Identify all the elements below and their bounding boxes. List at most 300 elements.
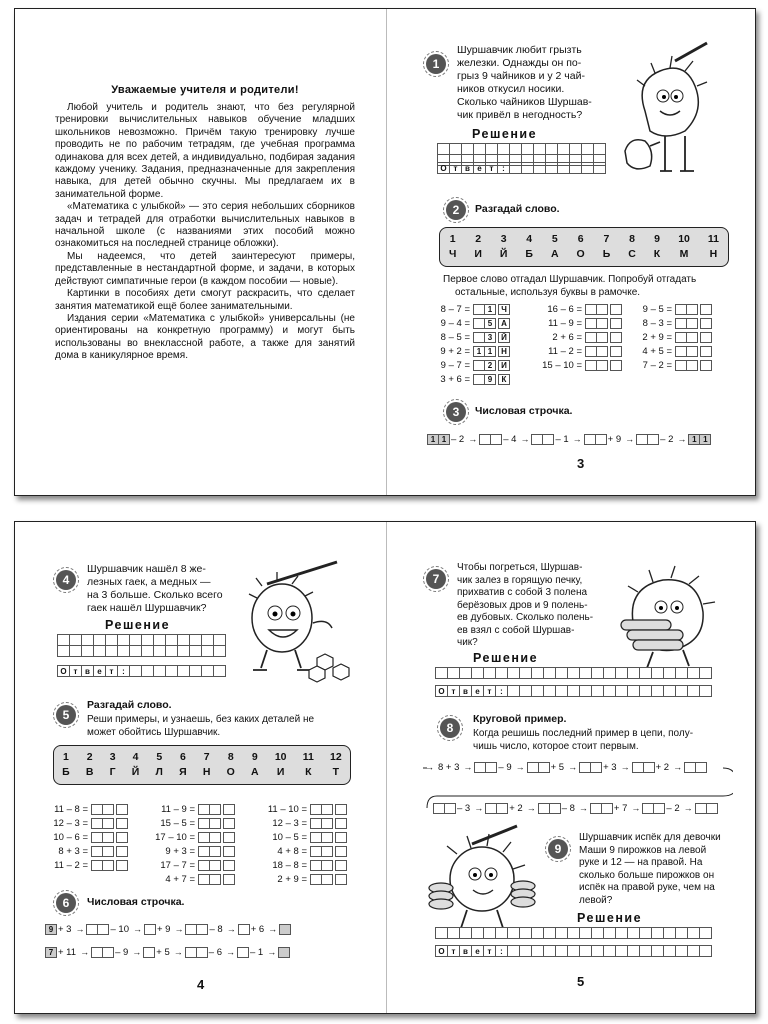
arrow-icon: → bbox=[75, 924, 85, 934]
answer-box[interactable] bbox=[223, 832, 235, 843]
code-letter: Я bbox=[179, 766, 187, 778]
task-2-note: Первое слово отгадал Шуршавчик. Попробуй отгадать остальные, используя буквы в рамочке. bbox=[443, 274, 697, 298]
spread-pages-4-5 bbox=[14, 521, 756, 1014]
answer-box[interactable] bbox=[209, 846, 221, 857]
code-pair bbox=[628, 232, 636, 262]
chain-operation: – 10 bbox=[110, 923, 129, 935]
page-5 bbox=[387, 522, 757, 1013]
answer-box[interactable] bbox=[686, 346, 698, 357]
code-letter: О bbox=[576, 248, 585, 260]
example-expression: 9 – 4 = bbox=[440, 318, 470, 329]
answer-box[interactable]: 1 bbox=[473, 346, 485, 357]
intro-paragraph: Издания серии «Математика с улыбкой» универсальны (не ориентированы на конкретную программу) и могут быть использованы во внеклассной работе, а также для занятий дома в каникулярное время. bbox=[55, 312, 355, 362]
answer-box[interactable] bbox=[700, 360, 712, 371]
code-number: 7 bbox=[603, 233, 610, 245]
answer-box[interactable]: А bbox=[498, 318, 510, 329]
circular-chain-row bbox=[423, 760, 706, 774]
answer-cell[interactable] bbox=[699, 945, 712, 957]
answer-row bbox=[57, 665, 225, 677]
example-row bbox=[45, 817, 127, 830]
answer-box[interactable] bbox=[223, 804, 235, 815]
task-7-text: Чтобы погреться, Шуршав- чик залез в горящую печку, прихватив с собой 3 полена берёзовых дров и 9 полень- ев дубовых. Сколько полень- ев взял с собой Шуршав- чик? bbox=[457, 562, 594, 648]
example-row bbox=[537, 303, 621, 316]
example-row bbox=[150, 817, 234, 830]
chain-operation: + 3 bbox=[603, 761, 617, 773]
answer-label-letter: т bbox=[483, 685, 496, 697]
example-row bbox=[45, 845, 127, 858]
chain-operation: – 2 bbox=[660, 433, 674, 445]
answer-box[interactable]: И bbox=[498, 360, 510, 371]
solution-label: Решение bbox=[473, 651, 539, 665]
example-row bbox=[537, 345, 621, 358]
answer-box[interactable] bbox=[209, 804, 221, 815]
answer-box[interactable] bbox=[321, 804, 333, 815]
code-pair bbox=[156, 750, 163, 780]
task-8-title: Круговой пример. bbox=[473, 713, 567, 725]
example-row bbox=[637, 317, 711, 330]
example-expression: 11 – 9 = bbox=[161, 804, 195, 815]
task-9-text: Шуршавчик испёк для девочки Маши 9 пирожков на левой руке и 12 — на правой. На сколько больше пирожков он испёк на правой руке, чем на левой? bbox=[579, 832, 721, 906]
answer-box[interactable] bbox=[102, 860, 114, 871]
solution-label: Решение bbox=[105, 618, 171, 632]
solution-label: Решение bbox=[577, 911, 643, 925]
code-letter: К bbox=[305, 766, 312, 778]
example-expression: 11 – 2 = bbox=[54, 860, 88, 871]
code-letter: Г bbox=[109, 766, 116, 778]
task-5-title: Разгадай слово. bbox=[87, 699, 172, 711]
answer-label-letter: т bbox=[69, 665, 82, 677]
code-number: 5 bbox=[156, 751, 163, 763]
example-expression: 12 – 3 = bbox=[272, 818, 307, 829]
chain-operation: + 6 bbox=[250, 923, 265, 935]
code-letter: Н bbox=[709, 248, 718, 260]
answer-label-letter: т bbox=[485, 162, 498, 174]
answer-box[interactable]: 5 bbox=[484, 318, 496, 329]
code-number: 3 bbox=[500, 233, 507, 245]
chain-box[interactable] bbox=[695, 762, 707, 773]
task-number-badge: 2 bbox=[443, 197, 469, 223]
chain-operation: – 8 bbox=[561, 802, 575, 814]
answer-box[interactable] bbox=[596, 304, 608, 315]
answer-box[interactable]: К bbox=[498, 374, 510, 385]
answer-box[interactable] bbox=[116, 846, 128, 857]
code-number: 4 bbox=[526, 233, 533, 245]
shurshavchik-with-firewood-illustration bbox=[613, 562, 723, 672]
example-row bbox=[429, 303, 509, 316]
example-row bbox=[637, 359, 711, 372]
answer-box[interactable] bbox=[223, 860, 235, 871]
number-chain bbox=[45, 945, 289, 959]
answer-box[interactable] bbox=[209, 832, 221, 843]
chain-operation: – 9 bbox=[498, 761, 512, 773]
intro-paragraph: Картинки в пособиях дети смогут раскрасить, что сделает занятия математикой ещё более занимательными. bbox=[55, 288, 355, 312]
chain-box[interactable]: 1 bbox=[427, 434, 439, 445]
chain-operation: + 2 bbox=[655, 761, 670, 773]
code-number: 8 bbox=[227, 751, 234, 763]
answer-box[interactable] bbox=[335, 846, 347, 857]
arrow-icon: → bbox=[80, 947, 90, 957]
answer-box[interactable]: 9 bbox=[484, 374, 496, 385]
code-letter: Ч bbox=[448, 248, 457, 260]
example-expression: 8 – 7 = bbox=[440, 304, 470, 315]
answer-box[interactable]: 3 bbox=[484, 332, 496, 343]
code-pair bbox=[251, 750, 259, 780]
chain-operation: + 9 bbox=[607, 433, 622, 445]
code-number: 2 bbox=[475, 233, 482, 245]
code-pair bbox=[577, 232, 585, 262]
answer-box[interactable] bbox=[223, 818, 235, 829]
answer-box[interactable] bbox=[610, 346, 622, 357]
code-letter: А bbox=[251, 766, 259, 778]
solution-label: Решение bbox=[472, 127, 538, 141]
answer-box[interactable] bbox=[223, 874, 235, 885]
shurshavchik-with-nuts-illustration bbox=[237, 558, 357, 683]
intro-paragraph: «Математика с улыбкой» — это серия небольших сборников задач и тетрадей для отработки вычислительных навыков в начальной школе (с названиями этих пособий можно ознакомиться на последней странице обложки). bbox=[55, 201, 355, 250]
code-letter: Б bbox=[62, 766, 70, 778]
example-expression: 12 – 3 = bbox=[53, 818, 88, 829]
chain-operation: – 6 bbox=[208, 946, 222, 958]
example-row bbox=[429, 373, 509, 386]
example-expression: 9 + 3 = bbox=[165, 846, 195, 857]
solution-grid bbox=[435, 927, 711, 938]
code-number: 6 bbox=[179, 751, 186, 763]
example-row bbox=[45, 859, 127, 872]
arrow-icon: → bbox=[225, 947, 235, 957]
answer-box[interactable] bbox=[102, 846, 114, 857]
grid-cell[interactable] bbox=[699, 667, 712, 679]
task-number-badge: 4 bbox=[53, 567, 79, 593]
shurshavchik-with-pies-illustration bbox=[427, 824, 537, 934]
answer-row bbox=[435, 945, 711, 957]
answer-box[interactable] bbox=[321, 818, 333, 829]
chain-operation: + 7 bbox=[613, 802, 628, 814]
answer-box[interactable] bbox=[700, 332, 712, 343]
chain-operation: – 4 bbox=[503, 433, 517, 445]
answer-label-letter: е bbox=[93, 665, 106, 677]
answer-box[interactable] bbox=[610, 360, 622, 371]
code-letter: Ь bbox=[602, 248, 611, 260]
answer-box[interactable] bbox=[686, 318, 698, 329]
answer-box[interactable] bbox=[321, 832, 333, 843]
example-expression: 17 – 7 = bbox=[160, 860, 195, 871]
answer-label-letter: т bbox=[449, 162, 462, 174]
answer-box[interactable] bbox=[596, 332, 608, 343]
examples-column bbox=[637, 303, 711, 372]
answer-label-letter: в bbox=[461, 162, 474, 174]
task-2-title: Разгадай слово. bbox=[475, 203, 560, 215]
answer-box[interactable]: Ч bbox=[498, 304, 510, 315]
answer-label-letter: т bbox=[447, 945, 460, 957]
example-expression: 17 – 10 = bbox=[155, 832, 195, 843]
example-row bbox=[429, 345, 509, 358]
answer-box[interactable]: 2 bbox=[484, 360, 496, 371]
examples-column bbox=[45, 803, 127, 872]
code-pair bbox=[275, 750, 287, 780]
answer-label-letter: : bbox=[117, 665, 130, 677]
example-expression: 2 + 6 = bbox=[552, 332, 582, 343]
arrow-icon: → bbox=[568, 762, 578, 772]
code-pair bbox=[654, 232, 660, 262]
chain-box[interactable] bbox=[278, 947, 290, 958]
example-row bbox=[537, 331, 621, 344]
shurshavchik-with-kettle-illustration bbox=[615, 41, 715, 181]
answer-label-letter: в bbox=[81, 665, 94, 677]
answer-label-letter: в bbox=[459, 945, 472, 957]
code-pair bbox=[551, 232, 559, 262]
answer-box[interactable] bbox=[209, 874, 221, 885]
example-expression: 9 – 7 = bbox=[440, 360, 470, 371]
example-row bbox=[260, 873, 346, 886]
grid-cell[interactable] bbox=[213, 645, 226, 657]
code-number: 5 bbox=[551, 233, 558, 245]
answer-box[interactable] bbox=[102, 804, 114, 815]
answer-box[interactable] bbox=[596, 346, 608, 357]
example-row bbox=[260, 831, 346, 844]
task-number-badge: 3 bbox=[443, 399, 469, 425]
code-letter: Н bbox=[202, 766, 211, 778]
answer-box[interactable] bbox=[209, 860, 221, 871]
arrow-icon: → bbox=[132, 924, 142, 934]
code-pair bbox=[203, 750, 211, 780]
answer-box[interactable] bbox=[116, 818, 128, 829]
answer-box[interactable] bbox=[700, 346, 712, 357]
code-number: 4 bbox=[132, 751, 139, 763]
answer-box[interactable] bbox=[686, 332, 698, 343]
answer-box[interactable] bbox=[335, 860, 347, 871]
answer-box[interactable] bbox=[686, 360, 698, 371]
answer-label-letter: О bbox=[57, 665, 70, 677]
arrow-icon: → bbox=[267, 947, 277, 957]
example-expression: 11 – 10 = bbox=[267, 804, 307, 815]
code-letter: В bbox=[85, 766, 94, 778]
answer-box[interactable] bbox=[223, 846, 235, 857]
arrow-icon: → bbox=[226, 924, 236, 934]
code-pair bbox=[86, 750, 94, 780]
arrow-icon: → bbox=[572, 434, 582, 444]
chain-operation: + 9 bbox=[156, 923, 171, 935]
example-expression: 8 + 3 = bbox=[58, 846, 88, 857]
page-4 bbox=[15, 522, 386, 1013]
chain-operation: – 1 bbox=[249, 946, 264, 958]
example-expression: 10 – 5 = bbox=[272, 832, 307, 843]
answer-box[interactable]: Й bbox=[498, 332, 510, 343]
solution-grid bbox=[57, 634, 225, 656]
answer-box[interactable] bbox=[700, 304, 712, 315]
answer-box[interactable] bbox=[102, 832, 114, 843]
arrow-icon: → bbox=[620, 762, 630, 772]
code-number: 9 bbox=[251, 751, 258, 763]
code-pair bbox=[500, 232, 508, 262]
answer-cell[interactable] bbox=[699, 685, 712, 697]
example-row bbox=[637, 331, 711, 344]
answer-box[interactable] bbox=[596, 318, 608, 329]
chain-box[interactable] bbox=[706, 803, 718, 814]
chain-box[interactable]: 9 bbox=[45, 924, 57, 935]
letter-code-table bbox=[439, 227, 729, 267]
code-number: 7 bbox=[203, 751, 210, 763]
code-number: 8 bbox=[629, 233, 635, 245]
page-number: 5 bbox=[577, 974, 585, 989]
example-row bbox=[260, 845, 346, 858]
arrow-icon: → bbox=[268, 924, 278, 934]
answer-row bbox=[437, 162, 605, 174]
answer-label-letter: в bbox=[459, 685, 472, 697]
answer-cell[interactable] bbox=[213, 665, 226, 677]
code-letter: О bbox=[226, 766, 235, 778]
code-number: 6 bbox=[577, 233, 584, 245]
task-3-title: Числовая строчка. bbox=[475, 405, 573, 417]
answer-box[interactable] bbox=[321, 860, 333, 871]
answer-box[interactable]: 1 bbox=[484, 346, 496, 357]
chain-box[interactable]: 7 bbox=[45, 947, 57, 958]
chain-operation: + 5 bbox=[550, 761, 565, 773]
answer-box[interactable] bbox=[335, 804, 347, 815]
example-expression: 10 – 6 = bbox=[53, 832, 88, 843]
code-letter: Б bbox=[525, 248, 533, 260]
example-expression: 18 – 8 = bbox=[272, 860, 307, 871]
answer-box[interactable] bbox=[335, 874, 347, 885]
code-letter: А bbox=[550, 248, 559, 260]
code-number: 12 bbox=[330, 751, 342, 763]
chain-box[interactable]: 1 bbox=[699, 434, 711, 445]
answer-box[interactable] bbox=[321, 846, 333, 857]
task-6-title: Числовая строчка. bbox=[87, 896, 185, 908]
code-pair bbox=[110, 750, 116, 780]
example-expression: 9 – 5 = bbox=[642, 304, 672, 315]
grid-cell[interactable] bbox=[699, 927, 712, 939]
example-row bbox=[150, 873, 234, 886]
arrow-icon: → bbox=[174, 924, 184, 934]
arrow-icon: → bbox=[625, 434, 635, 444]
task-8-text: Когда решишь последний пример в цепи, полу- чишь число, которое стоит первым. bbox=[473, 728, 694, 752]
answer-label-letter: О bbox=[437, 162, 450, 174]
arrow-icon: → bbox=[526, 803, 536, 813]
answer-box[interactable] bbox=[610, 318, 622, 329]
task-1-text: Шуршавчик любит грызть железки. Однажды он по- грыз 9 чайников и у 2 чай- ников откусил носики. Сколько чайников Шуршав- чик привёл в негодность? bbox=[457, 44, 592, 121]
chain-operation: – 1 bbox=[555, 433, 569, 445]
chain-box[interactable]: 1 bbox=[438, 434, 450, 445]
example-expression: 3 + 6 = bbox=[440, 374, 470, 385]
code-letter: К bbox=[653, 248, 661, 260]
example-row bbox=[150, 859, 234, 872]
arrow-icon: → bbox=[520, 434, 530, 444]
examples-column bbox=[429, 303, 509, 386]
answer-box[interactable] bbox=[116, 832, 128, 843]
code-letter: Й bbox=[499, 248, 508, 260]
code-letter: Т bbox=[332, 766, 340, 778]
chain-box[interactable] bbox=[279, 924, 291, 935]
example-row bbox=[150, 845, 234, 858]
answer-label-letter: т bbox=[483, 945, 496, 957]
example-expression: 8 – 5 = bbox=[440, 332, 470, 343]
number-chain bbox=[45, 922, 290, 936]
example-row bbox=[637, 303, 711, 316]
code-pair bbox=[525, 232, 533, 262]
answer-box[interactable] bbox=[686, 304, 698, 315]
answer-box[interactable] bbox=[116, 804, 128, 815]
answer-cell[interactable] bbox=[593, 162, 606, 174]
answer-label-letter: е bbox=[471, 685, 484, 697]
code-pair bbox=[449, 232, 456, 262]
page-number: 4 bbox=[197, 977, 205, 992]
example-expression: 7 – 2 = bbox=[642, 360, 672, 371]
arrow-icon: → bbox=[132, 947, 142, 957]
answer-label-letter: е bbox=[473, 162, 486, 174]
example-row bbox=[637, 345, 711, 358]
chain-operation: + 3 bbox=[58, 923, 72, 935]
example-expression: 2 + 9 = bbox=[277, 874, 307, 885]
arrow-icon: → bbox=[468, 434, 478, 444]
answer-box[interactable]: 1 bbox=[484, 304, 496, 315]
intro-paragraph: Любой учитель и родитель знают, что без регулярной тренировки вычислительных навыков обучение младших школьников невозможно. Причём такую тренировку лучше проводить не по рабочим тетрадям, где учебная программа одинакова для всех детей, а индивидуально, подбирая задания каждому ученику. Задания, предназначенные для закрепления навыка, для детей обычно скучны. Мы предлагаем их в занимательной форме. bbox=[55, 102, 355, 200]
code-pair bbox=[62, 750, 70, 780]
arrow-icon: → bbox=[425, 762, 434, 772]
code-pair bbox=[132, 750, 140, 780]
page-3 bbox=[387, 9, 757, 495]
task-number-badge: 9 bbox=[545, 836, 571, 862]
answer-box[interactable] bbox=[335, 818, 347, 829]
task-number-badge: 5 bbox=[53, 702, 79, 728]
answer-box[interactable] bbox=[209, 818, 221, 829]
chain-operation: – 3 bbox=[457, 802, 471, 814]
code-letter: С bbox=[628, 248, 636, 260]
answer-box[interactable] bbox=[321, 874, 333, 885]
chain-operation: + 5 bbox=[156, 946, 170, 958]
answer-box[interactable] bbox=[102, 818, 114, 829]
arrow-icon: → bbox=[463, 762, 473, 772]
answer-box[interactable] bbox=[610, 332, 622, 343]
task-4-text: Шуршавчик нашёл 8 же- лезных гаек, а медных — на 3 больше. Сколько всего гаек нашёл Шуршавчик? bbox=[87, 563, 223, 614]
arrow-icon: → bbox=[173, 947, 183, 957]
example-expression: 8 – 3 = bbox=[642, 318, 672, 329]
answer-box[interactable] bbox=[700, 318, 712, 329]
answer-box[interactable] bbox=[335, 832, 347, 843]
example-row bbox=[45, 831, 127, 844]
code-number: 1 bbox=[62, 751, 69, 763]
code-number: 10 bbox=[678, 233, 690, 245]
answer-box[interactable] bbox=[596, 360, 608, 371]
arrow-icon: → bbox=[474, 803, 484, 813]
example-row bbox=[150, 831, 234, 844]
answer-box[interactable] bbox=[116, 860, 128, 871]
examples-column bbox=[150, 803, 234, 886]
code-pair bbox=[678, 232, 690, 262]
answer-row bbox=[435, 685, 711, 697]
answer-label-letter: : bbox=[497, 162, 510, 174]
arrow-icon: → bbox=[631, 803, 641, 813]
code-number: 2 bbox=[86, 751, 93, 763]
code-letter: Л bbox=[155, 766, 163, 778]
answer-box[interactable] bbox=[610, 304, 622, 315]
arrow-icon: → bbox=[683, 803, 693, 813]
answer-label-letter: : bbox=[495, 945, 508, 957]
number-chain bbox=[427, 432, 710, 446]
letter-code-table bbox=[53, 745, 351, 785]
example-row bbox=[260, 817, 346, 830]
answer-label-letter: : bbox=[495, 685, 508, 697]
example-expression: 16 – 6 = bbox=[547, 304, 582, 315]
chain-box[interactable]: 1 bbox=[688, 434, 700, 445]
code-pair bbox=[708, 232, 719, 262]
example-expression: 4 + 8 = bbox=[277, 846, 307, 857]
example-expression: 11 – 9 = bbox=[548, 318, 582, 329]
example-expression: 11 – 2 = bbox=[548, 346, 582, 357]
chain-operation: 8 + 3 bbox=[438, 761, 460, 773]
answer-box[interactable]: Н bbox=[498, 346, 510, 357]
example-expression: 2 + 9 = bbox=[642, 332, 672, 343]
example-row bbox=[260, 803, 346, 816]
code-pair bbox=[303, 750, 314, 780]
